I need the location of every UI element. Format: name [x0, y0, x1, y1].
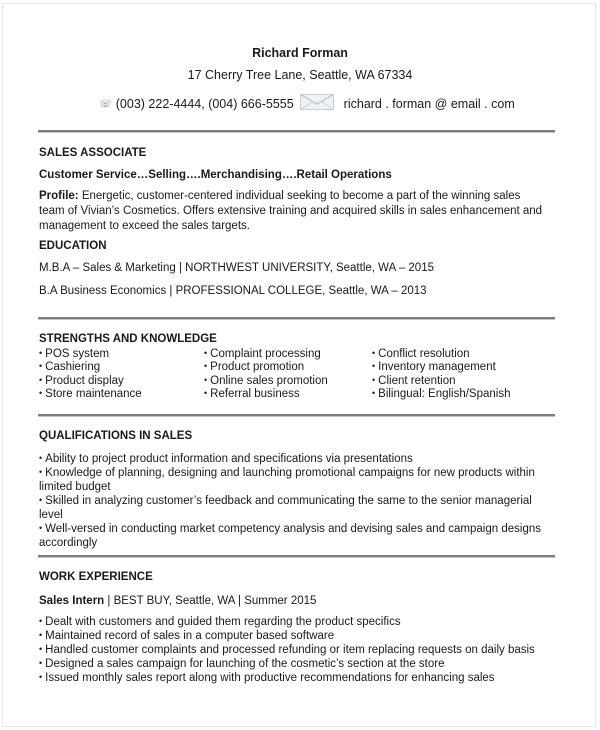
job-role: Sales Intern: [39, 595, 105, 607]
strength-item: • Complaint processing: [204, 348, 328, 361]
duty-item: • Designed a sales campaign for launching of the cosmetic’s section at the store: [39, 657, 549, 671]
candidate-address: 17 Cherry Tree Lane, Seattle, WA 67334: [187, 68, 413, 82]
work-experience-heading: WORK EXPERIENCE: [39, 571, 153, 583]
section-divider: [38, 317, 555, 320]
duty-item: • Maintained record of sales in a computer based software: [39, 629, 549, 643]
strength-item: • Product promotion: [204, 361, 328, 374]
section-divider: [38, 130, 555, 133]
duty-item: • Issued monthly sales report along with productive recommendations for enhancing sales: [39, 671, 549, 685]
qualification-item: • Ability to project product information and specifications via presentations: [39, 452, 549, 466]
telephone-icon: ☏: [99, 98, 112, 110]
strengths-column-3: [372, 348, 511, 402]
duty-item: • Dealt with customers and guided them regarding the product specifics: [39, 615, 549, 629]
profile-label: Profile:: [39, 190, 79, 202]
job-duties-list: [39, 615, 549, 685]
strengths-column-1: [39, 348, 142, 402]
phone-numbers: (003) 222-4444, (004) 666-5555: [115, 97, 294, 111]
strengths-heading: STRENGTHS AND KNOWLEDGE: [39, 333, 217, 345]
job-header: [39, 594, 316, 609]
job-title-heading: SALES ASSOCIATE: [39, 147, 147, 159]
strength-item: • Cashiering: [39, 361, 142, 374]
strength-item: • Conflict resolution: [372, 348, 511, 361]
envelope-icon: [300, 94, 334, 110]
strength-item: • Client retention: [372, 375, 511, 388]
section-divider: [38, 414, 555, 417]
strength-item: • Online sales promotion: [204, 375, 328, 388]
job-details: | BEST BUY, Seattle, WA | Summer 2015: [104, 595, 317, 607]
profile-summary: [39, 189, 544, 234]
strength-item: • Bilingual: English/Spanish: [372, 388, 511, 401]
education-heading: EDUCATION: [39, 240, 107, 252]
strength-item: • Store maintenance: [39, 388, 142, 401]
strength-item: • Referral business: [204, 388, 328, 401]
strength-item: • Product display: [39, 375, 142, 388]
qualification-item: • Well-versed in conducting market competency analysis and devising sales and campaign designs accordingly: [39, 522, 549, 550]
duty-item: • Handled customer complaints and processed refunding or item replacing requests on daily basis: [39, 643, 549, 657]
strength-item: • POS system: [39, 348, 142, 361]
education-item: M.B.A – Sales & Marketing | NORTHWEST UNIVERSITY, Seattle, WA – 2015: [39, 262, 434, 274]
email-address: richard . forman @ email . com: [343, 97, 515, 111]
education-item: B.A Business Economics | PROFESSIONAL COLLEGE, Seattle, WA – 2013: [39, 285, 427, 297]
qualification-item: • Skilled in analyzing customer’s feedback and communicating the same to the senior managerial level: [39, 494, 549, 522]
qualification-item: • Knowledge of planning, designing and launching promotional campaigns for new products within limited budget: [39, 466, 549, 494]
contact-line: [0, 94, 600, 114]
strength-item: • Inventory management: [372, 361, 511, 374]
skills-tagline: Customer Service…Selling….Merchandising….Retail Operations: [39, 169, 392, 181]
qualifications-list: [39, 452, 549, 550]
candidate-name: Richard Forman: [252, 46, 348, 60]
profile-text: Energetic, customer-centered individual seeking to become a part of the winning sales team of Vivian’s Cosmetics. Offers extensive training and acquired skills in sales enhancement and management to exceed the sales targets.: [39, 190, 543, 232]
strengths-column-2: [204, 348, 328, 402]
qualifications-heading: QUALIFICATIONS IN SALES: [39, 430, 193, 442]
section-divider: [38, 555, 555, 558]
